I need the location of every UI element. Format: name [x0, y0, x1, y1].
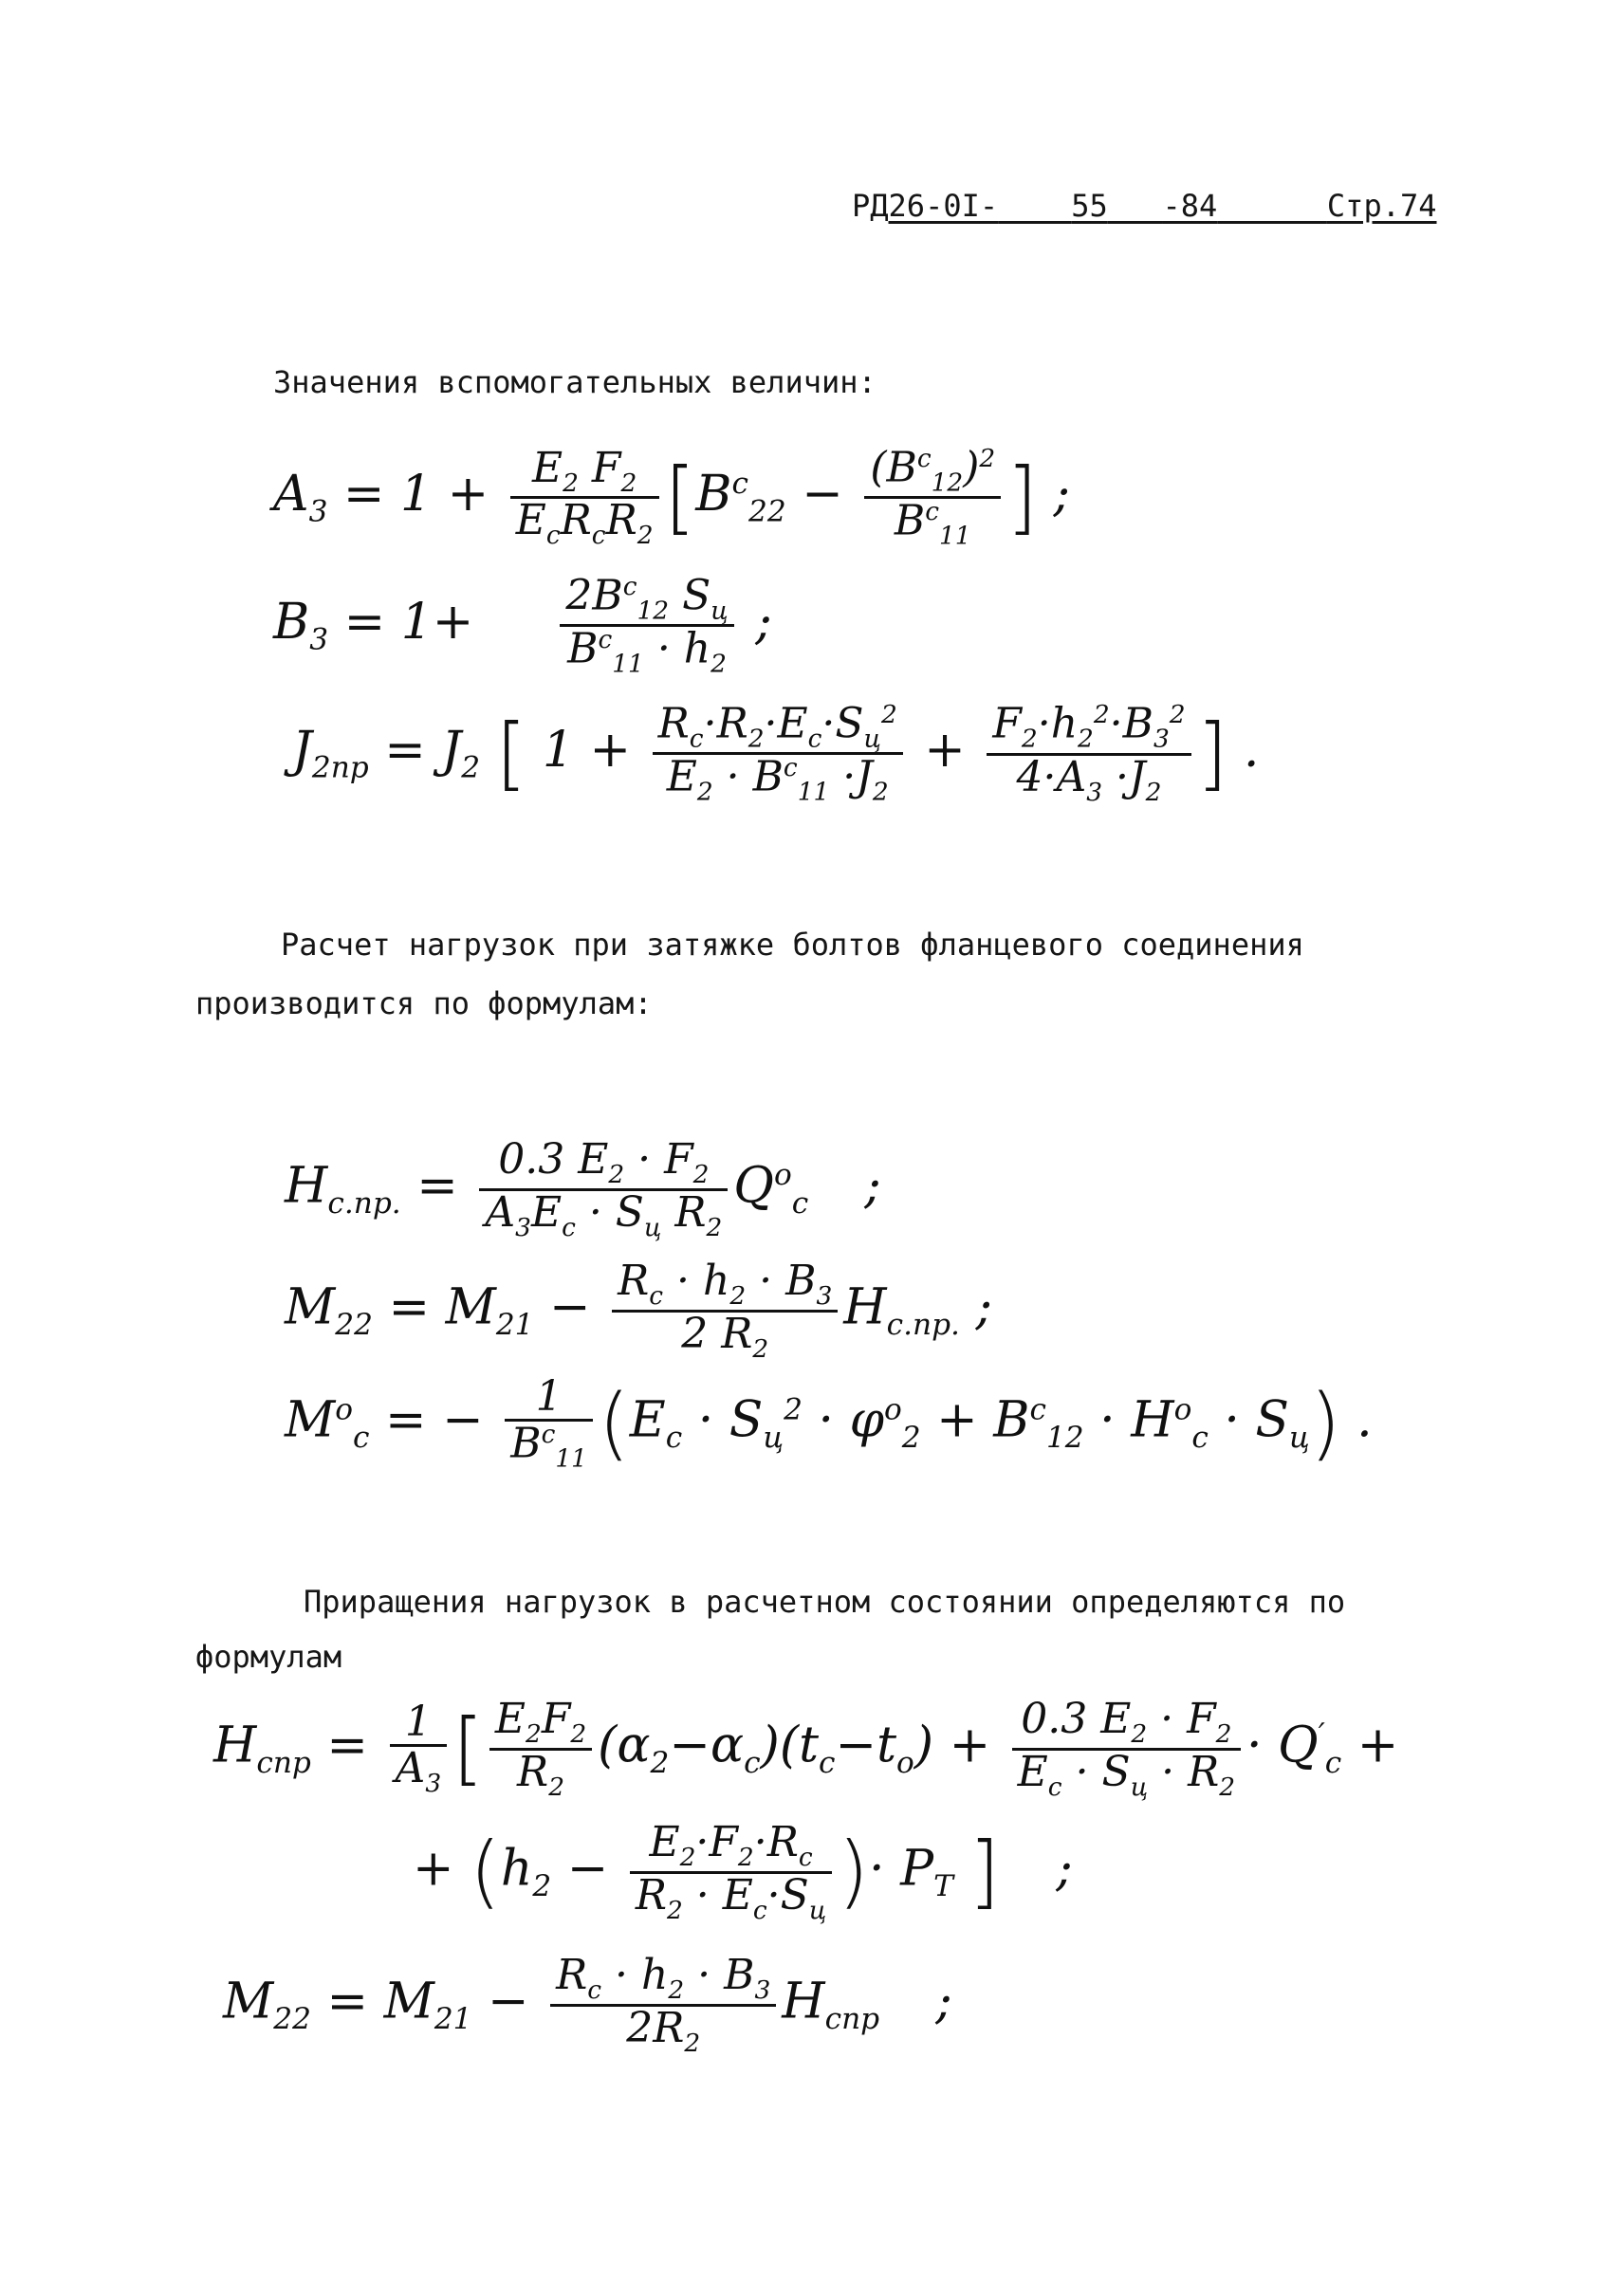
document-header	[852, 188, 1437, 224]
formula-hcpr-line2: + ($h_2$ − $E_2\cdot F_2\cdot R_c$ $R_2 \cdot E_c\cdot S_ц$ )· $P_T$ ] ;	[413, 1818, 1073, 1925]
header-prefix: РД	[852, 188, 889, 224]
aux-values-heading: Значения вспомогательных величин:	[273, 364, 877, 400]
formula-b3: $B_3 = 1+$ $2B^c_{12}$ $S_ц$ $B^c_{11} \cdot h_2$ ;	[273, 571, 772, 679]
bolt-tightening-paragraph: Расчет нагрузок при затяжке болтов фланцевого соединения производится по формулам:	[195, 927, 1304, 1021]
formula-hcpr-line1: $H_{cпр}$ = $\frac{1}{A_3}$ [ $\frac{E_2F_2}{R_2}$ $(\alpha_2-\alpha_c)(t_c-t_o)$ + 0.3 $E_2 \cdot F_2$ $E_c \cdot S_ц \cdot R_2$ · $Q'_c$ +	[213, 1695, 1399, 1802]
formula-hc-pr: $H_{c.пр.}$ = 0.3 $E_2 \cdot F_2$ $A_3E_c \cdot S_ц$ $R_2$ $Q^o_c$ ;	[285, 1135, 881, 1242]
formula-j2pr: $J_{2пр} = J_2$ [ 1 + $R_c\cdot R_2\cdot E_c\cdot S_ц^2$ $E_2 \cdot B^c_{11} \cdot J_2$ + $\frac{F_2\cdot h_2^2\cdot B_3^2}{4\cdot A_3 \cdot J_2}$ ] .	[292, 699, 1260, 807]
formula-m22-increment: $M_{22} = M_{21}$ − $\frac{R_c \cdot h_2 \cdot B_3}{2R_2}$ $H_{cпр}$ ;	[223, 1951, 952, 2058]
formula-a3: $A_3 = 1$ + $E_2$ $F_2$ $E_cR_cR_2$ [$B^c_{22}$ − $\frac{(B^c_{12})^2}{B^c_{11}}$ ] ;	[273, 443, 1070, 551]
header-number: 55	[1071, 188, 1108, 224]
increments-paragraph: Приращения нагрузок в расчетном состоянии определяются по формулам	[195, 1584, 1346, 1675]
formula-m22-tightening: $M_{22} = M_{21}$ − $\frac{R_c \cdot h_2 \cdot B_3}{2 R_2}$ $H_{c.пр.}$ ;	[285, 1257, 993, 1364]
formula-mc0: $M^o_c$ = − $\frac{1}{B^c_{11}}$ $(E_c \cdot S_ц^2 \cdot \varphi^o_2 + B^c_{12} \cdot H^o_c \cdot S_ц)$ .	[285, 1372, 1373, 1474]
header-page: Стр.74	[1326, 188, 1437, 224]
header-series: 26-0I-	[888, 188, 999, 224]
header-year: -84	[1162, 188, 1218, 224]
